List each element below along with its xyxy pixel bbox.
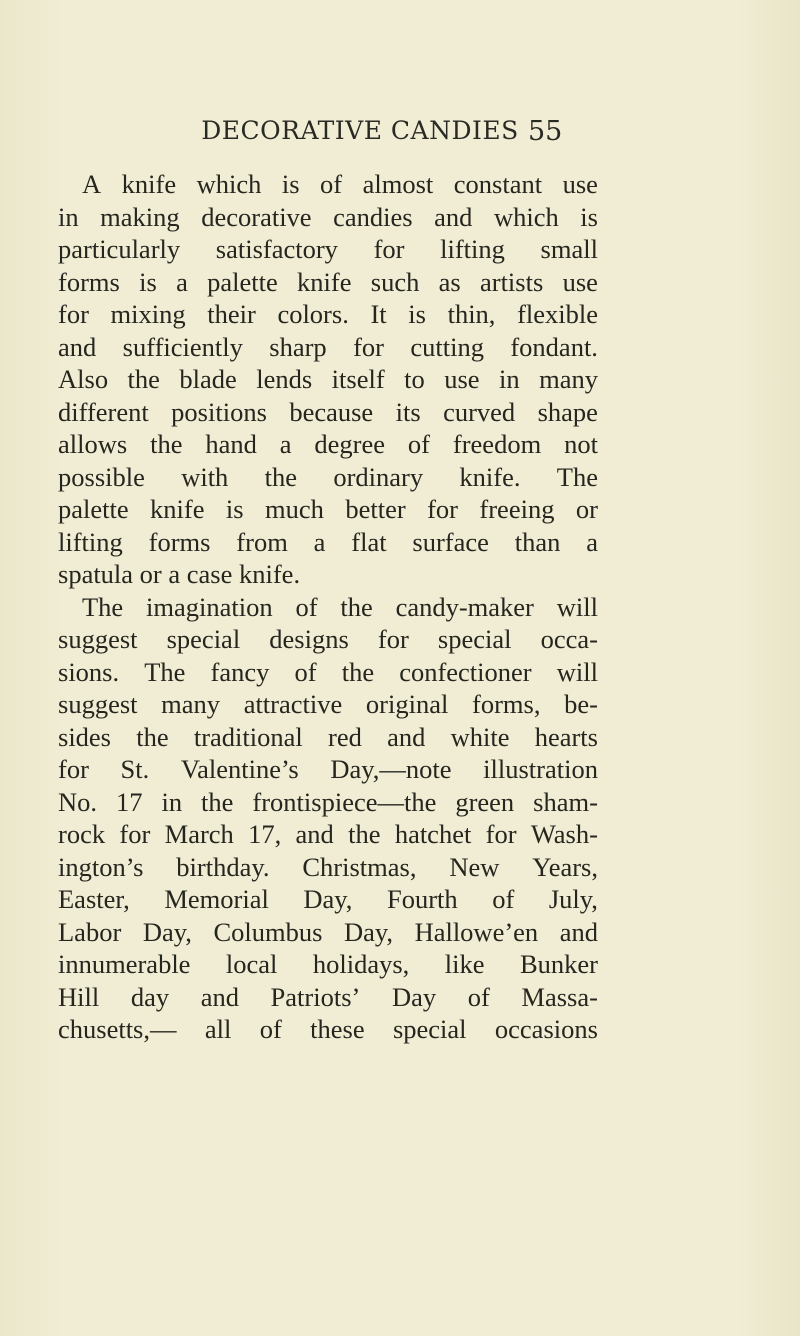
- word: with: [181, 461, 229, 492]
- text-line: [58, 461, 598, 494]
- word: knife: [297, 266, 352, 297]
- word: and: [200, 981, 239, 1012]
- word: sharp: [269, 331, 327, 362]
- word: Patriots’: [270, 981, 361, 1012]
- word: allows: [58, 429, 128, 459]
- word: use: [444, 364, 480, 394]
- word: in: [161, 786, 183, 817]
- text-line: [58, 233, 598, 266]
- word: is: [225, 494, 244, 524]
- word: hatchet: [394, 819, 472, 849]
- word: mixing: [110, 299, 186, 329]
- body-text: [58, 168, 598, 1046]
- word: Day,: [343, 916, 394, 947]
- word: for: [353, 331, 384, 362]
- word: St.: [120, 754, 150, 784]
- word: white: [450, 721, 510, 752]
- word: flat: [351, 526, 387, 557]
- word: flexible: [517, 299, 598, 329]
- word: frontispiece—the: [252, 786, 437, 817]
- word: 17,: [248, 819, 282, 849]
- word: forms: [58, 266, 120, 297]
- word: attractive: [243, 689, 343, 719]
- word: particularly: [58, 234, 181, 264]
- text-line: [58, 981, 598, 1014]
- word: knife.: [459, 461, 521, 492]
- word: is: [408, 299, 426, 329]
- word: of: [295, 591, 318, 622]
- word: sides: [58, 721, 111, 752]
- text-line: [58, 721, 598, 754]
- word: the: [264, 461, 297, 492]
- word: from: [236, 526, 288, 557]
- word: the: [127, 364, 160, 394]
- word: which: [493, 201, 559, 232]
- word: and: [387, 721, 426, 752]
- word: Years,: [532, 851, 598, 882]
- word: a: [586, 526, 598, 557]
- word: green: [455, 786, 515, 817]
- word: their: [207, 299, 256, 329]
- word: of: [467, 981, 490, 1012]
- word: satisfactory: [215, 234, 338, 264]
- text-line: [58, 851, 598, 884]
- word: fondant.: [510, 331, 598, 362]
- word: chusetts,—: [58, 1014, 177, 1044]
- word: for: [119, 819, 151, 849]
- text-line: [58, 753, 598, 786]
- word: positions: [171, 396, 267, 427]
- text-line: [58, 298, 598, 331]
- word: for: [58, 754, 89, 784]
- word: in: [499, 364, 520, 394]
- word: such: [370, 266, 420, 297]
- word: many: [161, 689, 221, 719]
- word: Easter,: [58, 884, 130, 914]
- word: July,: [548, 884, 598, 914]
- word: the: [201, 786, 234, 817]
- word: suggest: [58, 689, 138, 719]
- word: designs: [269, 624, 349, 654]
- running-title: DECORATIVE CANDIES: [201, 116, 519, 145]
- word: a: [176, 266, 188, 297]
- word: occasions: [494, 1014, 598, 1044]
- word: hearts: [534, 721, 598, 752]
- word: lifting: [58, 526, 123, 557]
- word: confectioner: [399, 656, 532, 687]
- word: to: [404, 364, 425, 394]
- text-line: [58, 883, 598, 916]
- word: surface: [412, 526, 489, 557]
- word: be-: [564, 689, 598, 719]
- word: of: [259, 1014, 282, 1044]
- word: much: [265, 494, 324, 524]
- text-line: spatula or a case knife.: [58, 559, 301, 589]
- word: palette: [58, 494, 129, 524]
- page-number: 55: [528, 116, 563, 147]
- word: New: [449, 851, 500, 882]
- word: is: [139, 266, 157, 297]
- word: Wash-: [530, 819, 598, 849]
- word: day: [130, 981, 170, 1012]
- word: original: [365, 689, 449, 719]
- word: holidays,: [312, 949, 410, 979]
- word: palette: [207, 266, 278, 297]
- word: possible: [58, 461, 145, 492]
- running-head: [0, 112, 800, 152]
- word: fancy: [210, 656, 270, 687]
- word: A: [82, 169, 102, 199]
- word: hand: [205, 429, 257, 459]
- text-line: [58, 1013, 598, 1046]
- text-line: [58, 396, 598, 429]
- word: Fourth: [386, 884, 458, 914]
- word: these: [310, 1014, 365, 1044]
- text-line: [58, 688, 598, 721]
- word: Hill: [58, 981, 100, 1012]
- word: ington’s: [58, 851, 144, 882]
- text-line: [58, 818, 598, 851]
- word: colors.: [277, 299, 349, 329]
- word: the: [136, 721, 169, 752]
- word: for: [427, 494, 458, 524]
- word: degree: [314, 429, 386, 459]
- word: almost: [362, 169, 434, 199]
- word: and: [58, 331, 97, 362]
- word: many: [539, 364, 598, 394]
- word: Memorial: [164, 884, 269, 914]
- text-line: [58, 591, 598, 624]
- text-line: [58, 331, 598, 364]
- word: The: [144, 656, 186, 687]
- word: artists: [479, 266, 544, 297]
- word: different: [58, 396, 149, 427]
- word: imagination: [146, 591, 273, 622]
- word: use: [562, 266, 598, 297]
- word: It: [370, 299, 387, 329]
- word: Also: [58, 364, 109, 394]
- word: sions.: [58, 656, 120, 687]
- word: not: [564, 429, 598, 459]
- word: thin,: [447, 299, 496, 329]
- word: will: [556, 656, 598, 687]
- text-line: [58, 266, 598, 299]
- word: the: [348, 819, 381, 849]
- word: lends: [256, 364, 313, 394]
- word: its: [395, 396, 421, 427]
- word: because: [289, 396, 374, 427]
- word: traditional: [193, 721, 303, 752]
- word: blade: [179, 364, 237, 394]
- word: The: [82, 591, 124, 622]
- word: or: [575, 494, 598, 524]
- word: and: [559, 916, 598, 947]
- word: small: [540, 234, 598, 264]
- word: Christmas,: [302, 851, 417, 882]
- word: shape: [537, 396, 598, 427]
- word: for: [58, 299, 89, 329]
- text-line: [58, 786, 598, 819]
- word: illustration: [483, 754, 598, 784]
- text-line: [58, 948, 598, 981]
- word: all: [204, 1014, 232, 1044]
- text-line: [58, 493, 598, 526]
- word: rock: [58, 819, 106, 849]
- word: like: [444, 949, 485, 979]
- word: Massa-: [521, 981, 598, 1012]
- word: March: [164, 819, 234, 849]
- word: the: [340, 591, 373, 622]
- text-line: [58, 201, 598, 234]
- word: as: [438, 266, 461, 297]
- word: cutting: [410, 331, 484, 362]
- word: sufficiently: [122, 331, 243, 362]
- word: occa-: [540, 624, 598, 654]
- word: decorative: [201, 201, 312, 232]
- word: freedom: [452, 429, 542, 459]
- word: special: [392, 1014, 467, 1044]
- word: of: [407, 429, 430, 459]
- word: 17: [115, 786, 143, 817]
- word: No.: [58, 786, 98, 817]
- word: of: [320, 169, 343, 199]
- word: and: [295, 819, 334, 849]
- word: suggest: [58, 624, 138, 654]
- word: Day,—note: [330, 754, 452, 784]
- word: itself: [331, 364, 385, 394]
- word: which: [196, 169, 262, 199]
- word: innumerable: [58, 949, 191, 979]
- word: use: [562, 169, 598, 199]
- word: Hallowe’en: [414, 916, 539, 947]
- word: special: [437, 624, 512, 654]
- word: the: [150, 429, 183, 459]
- text-line: [58, 623, 598, 656]
- word: Columbus: [213, 916, 323, 947]
- word: and: [434, 201, 473, 232]
- word: Day: [391, 981, 437, 1012]
- word: in: [58, 201, 79, 232]
- word: than: [514, 526, 561, 557]
- word: local: [225, 949, 278, 979]
- text-line: [58, 526, 598, 559]
- word: knife: [121, 169, 177, 199]
- word: Labor: [58, 916, 122, 947]
- word: birthday.: [176, 851, 270, 882]
- word: a: [313, 526, 326, 557]
- word: of: [294, 656, 317, 687]
- word: constant: [453, 169, 543, 199]
- text-line: [58, 656, 598, 689]
- word: making: [100, 201, 180, 232]
- text-line: [58, 916, 598, 949]
- word: lifting: [440, 234, 505, 264]
- word: for: [377, 624, 409, 654]
- word: red: [328, 721, 362, 752]
- word: better: [345, 494, 406, 524]
- word: is: [580, 201, 598, 232]
- word: Day,: [303, 884, 353, 914]
- word: sham-: [533, 786, 598, 817]
- word: the: [341, 656, 375, 687]
- text-line: [58, 168, 598, 201]
- word: Day,: [142, 916, 192, 947]
- word: Valentine’s: [180, 754, 299, 784]
- word: freeing: [479, 494, 555, 524]
- word: special: [166, 624, 241, 654]
- word: forms,: [472, 689, 541, 719]
- word: Bunker: [519, 949, 598, 979]
- word: will: [556, 591, 598, 622]
- word: is: [281, 169, 300, 199]
- word: ordinary: [333, 461, 424, 492]
- word: a: [279, 429, 292, 459]
- word: knife: [150, 494, 205, 524]
- word: for: [373, 234, 405, 264]
- text-line: [58, 363, 598, 396]
- word: of: [492, 884, 515, 914]
- word: The: [556, 461, 598, 492]
- word: for: [485, 819, 517, 849]
- word: forms: [148, 526, 211, 557]
- word: curved: [443, 396, 516, 427]
- text-line: [58, 428, 598, 461]
- word: candies: [333, 201, 413, 232]
- word: candy-maker: [395, 591, 534, 622]
